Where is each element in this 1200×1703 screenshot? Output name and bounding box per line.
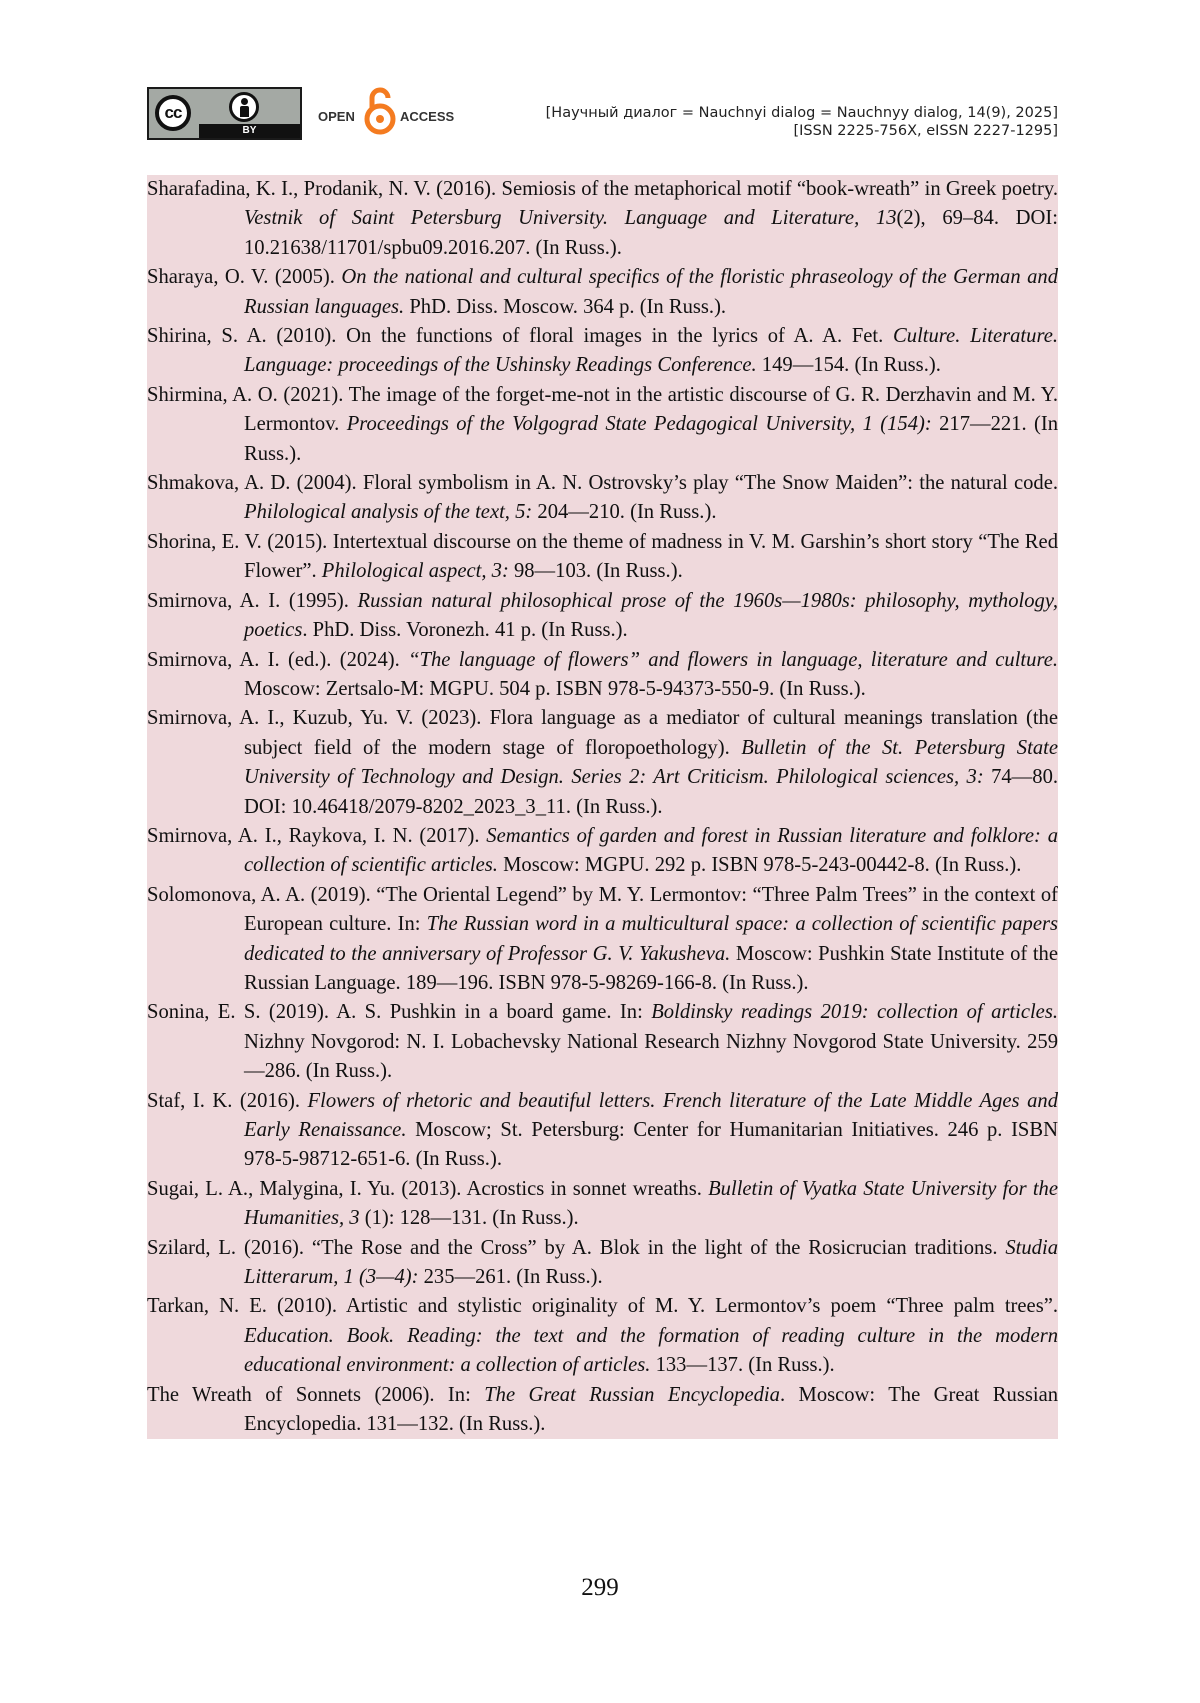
reference-entry: Shmakova, A. D. (2004). Floral symbolism in A. N. Ostrovsky’s play “The Snow Maiden”: the natural code. Philological analysis of the text, 5: 204—210. (In Russ.). <box>147 472 1058 524</box>
reference-entry: Shirmina, A. O. (2021). The image of the forget-me-not in the artistic discourse of G. R. Derzhavin and M. Y. Lermontov. Proceedings of the Volgograd State Pedagogical University, 1 (154): 217—221. (In Russ.). <box>147 383 1059 465</box>
reference-entry: Solomonova, A. A. (2019). “The Oriental Legend” by M. Y. Lermontov: “Three Palm Trees” in the context of European culture. In: The Russian word in a multicultural space: a collection of scientific papers dedicated to the anniversary of Professor G. V. Yakusheva. Moscow: Pushkin State Institute of the Russian Language. 189—196. ISBN 978-5-98269-166-8. (In Russ.). <box>147 883 1058 994</box>
creative-commons-icon: cc <box>155 95 191 131</box>
cc-by-license-badge <box>147 87 302 140</box>
attribution-icon <box>229 92 259 122</box>
reference-entry: Sharafadina, K. I., Prodanik, N. V. (2016). Semiosis of the metaphorical motif “book-wreath” in Greek poetry. Vestnik of Saint Petersburg University. Language and Literature, 13(2), 69–84. DOI: 10.21638/11701/spbu09.2016.207. (In Russ.). <box>147 178 1058 259</box>
journal-citation <box>546 104 1058 140</box>
journal-title-line: [Научный диалог = Nauchnyi dialog = Nauchnyy dialog, 14(9), 2025] <box>545 105 1058 121</box>
reference-entry: Sonina, E. S. (2019). A. S. Pushkin in a board game. In: Boldinsky readings 2019: collection of articles. Nizhny Novgorod: N. I. Lobachevsky National Research Nizhny Novgorod State University. 259—286. (In Russ.). <box>147 1001 1058 1083</box>
reference-entry: Tarkan, N. E. (2010). Artistic and stylistic originality of M. Y. Lermontov’s poem “Three palm trees”. Education. Book. Reading: the text and the formation of reading culture in the modern educational environment: a collection of articles. 133—137. (In Russ.). <box>147 1295 1058 1377</box>
open-access-logo <box>318 86 468 136</box>
access-label: ACCESS <box>400 109 455 124</box>
reference-entry: Szilard, L. (2016). “The Rose and the Cross” by A. Blok in the light of the Rosicrucian traditions. Studia Litterarum, 1 (3—4): 235—261. (In Russ.). <box>147 1236 1058 1289</box>
reference-entry: Staf, I. K. (2016). Flowers of rhetoric and beautiful letters. French literature of the Late Middle Ages and Early Renaissance. Moscow; St. Petersburg: Center for Humanitarian Initiatives. 246 p. ISBN 978-5-98712-651-6. (In Russ.). <box>147 1089 1058 1171</box>
page-number: 299 <box>581 1574 619 1601</box>
by-label: BY <box>199 124 300 138</box>
journal-issn-line: [ISSN 2225-756X, eISSN 2227-1295] <box>793 123 1058 139</box>
reference-entry: Smirnova, A. I., Kuzub, Yu. V. (2023). Flora language as a mediator of cultural meanings translation (the subject field of the modern stage of floropoethology). Bulletin of the St. Petersburg State University of Technology and Design. Series 2: Art Criticism. Philological sciences, 3: 74—80. DOI: 10.46418/2079-8202_2023_3_11. (In Russ.). <box>147 707 1059 818</box>
reference-entry: Sugai, L. A., Malygina, I. Yu. (2013). Acrostics in sonnet wreaths. Bulletin of Vyatka State University for the Humanities, 3 (1): 128—131. (In Russ.). <box>147 1177 1058 1230</box>
reference-list <box>147 175 1058 1439</box>
reference-entry: Shorina, E. V. (2015). Intertextual discourse on the theme of madness in V. M. Garshin’s short story “The Red Flower”. Philological aspect, 3: 98—103. (In Russ.). <box>147 530 1058 583</box>
reference-entry: Sharaya, O. V. (2005). On the national and cultural specifics of the floristic phraseology of the German and Russian languages. PhD. Diss. Moscow. 364 p. (In Russ.). <box>147 266 1058 318</box>
reference-entry: The Wreath of Sonnets (2006). In: The Great Russian Encyclopedia. Moscow: The Great Russian Encyclopedia. 131—132. (In Russ.). <box>147 1383 1059 1436</box>
open-label: OPEN <box>318 109 355 124</box>
reference-entry: Smirnova, A. I., Raykova, I. N. (2017). Semantics of garden and forest in Russian literature and folklore: a collection of scientific articles. Moscow: MGPU. 292 p. ISBN 978-5-243-00442-8. (In Russ.). <box>147 824 1059 877</box>
open-lock-icon <box>361 86 399 136</box>
reference-entry: Smirnova, A. I. (1995). Russian natural philosophical prose of the 1960s—1980s: philosophy, mythology, poetics. PhD. Diss. Voronezh. 41 p. (In Russ.). <box>147 589 1058 642</box>
reference-entry: Shirina, S. A. (2010). On the functions of floral images in the lyrics of A. A. Fet. Culture. Literature. Language: proceedings of the Ushinsky Readings Conference. 149—154. (In Russ.). <box>147 325 1058 377</box>
reference-entry: Smirnova, A. I. (ed.). (2024). “The language of flowers” and flowers in language, literature and culture. Moscow: Zertsalo-M: MGPU. 504 p. ISBN 978-5-94373-550-9. (In Russ.). <box>147 648 1058 700</box>
